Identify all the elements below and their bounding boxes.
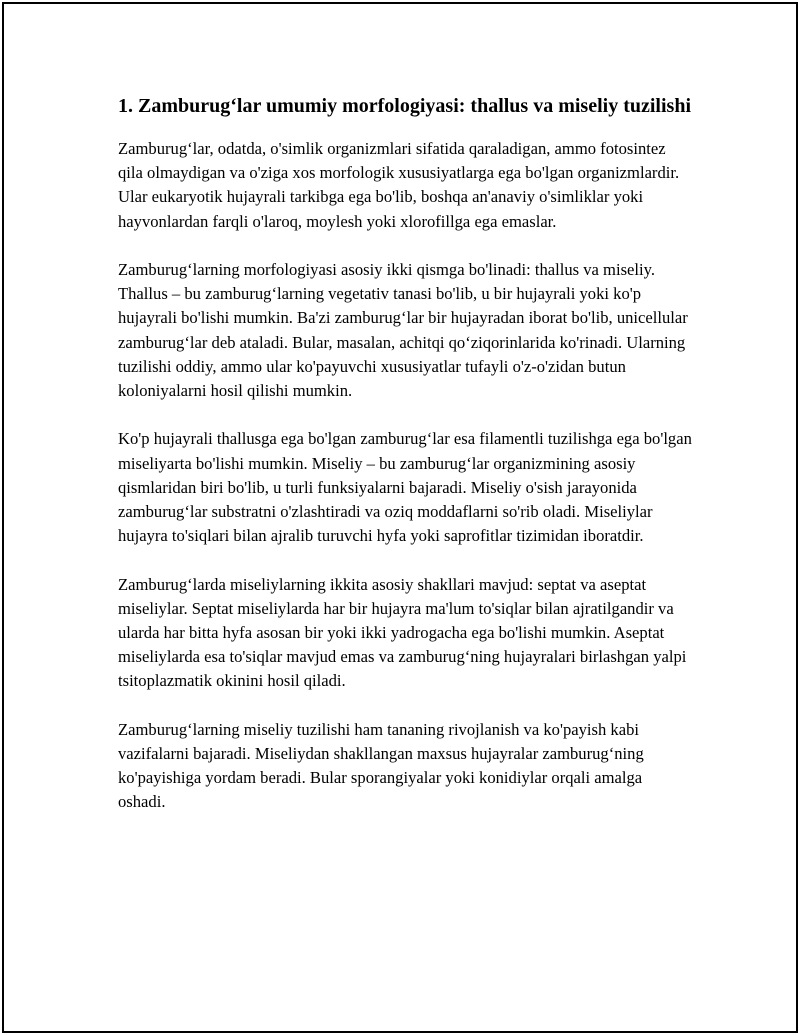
paragraph-thallus: Zamburug‘larning morfologiyasi asosiy ikki qismga bo'linadi: thallus va miseliy. Thallus – bu zamburug‘larning vegetativ tanasi bo'lib, u bir hujayrali yoki ko'p hujayrali bo'lishi mumkin. Ba'zi zamburug‘lar bir hujayradan iborat bo'lib, unicellular zamburug‘lar deb ataladi. Bular, masalan, achitqi qo‘ziqorinlarida ko'rinadi. Ularning tuzilishi oddiy, ammo ular ko'payuvchi xususiyatlar tufayli o'z-o'zidan butun koloniyalarni hosil qilishi mumkin. [118,260,688,401]
paragraph-miseliy-types: Zamburug‘larda miseliylarning ikkita asosiy shakllari mavjud: septat va aseptat miseliylar. Septat miseliylarda har bir hujayra ma'lum to'siqlar bilan ajratilgandir va ularda har bitta hyfa asosan bir yoki ikki yadrogacha ega bo'lishi mumkin. Aseptat miseliylarda esa to'siqlar mavjud emas va zamburug‘ning hujayralari birlashgan yalpi tsitoplazmatik okinini hosil qiladi. [118,574,687,691]
paragraph-multicellular-thallus: Ko'p hujayrali thallusga ega bo'lgan zamburug‘lar esa filamentli tuzilishga ega bo'lgan miseliyarta bo'lishi mumkin. Miseliy – bu zamburug‘lar organizmining asosiy qismlaridan biri bo'lib, u turli funksiyalarni bajaradi. Miseliy o'sish jarayonida zamburug‘lar substratni o'zlashtiradi va oziq moddaflarni so'rib oladi. Miseliylar hujayra to'siqlari bilan ajralib turuvchi hyfa yoki saprofitlar tizimidan iboratdir. [118,429,692,546]
paragraph-intro: Zamburug‘lar, odatda, o'simlik organizmlari sifatida qaraladigan, ammo fotosintez qila olmaydigan va o'ziga xos morfologik xususiyatlarga ega bo'lgan organizmlardir. Ular eukaryotik hujayrali tarkibga ega bo'lib, boshqa an'anaviy o'simliklar yoki hayvonlardan farqli o'laroq, moylesh yoki xlorofillga ega emaslar. [118,139,680,231]
paragraph-miseliy-function: Zamburug‘larning miseliy tuzilishi ham tananing rivojlanish va ko'payish kabi vazifalarni bajaradi. Miseliydan shakllangan maxsus hujayralar zamburug‘ning ko'payishiga yordam beradi. Bular sporangiyalar yoki konidiylar orqali amalga oshadi. [118,719,644,812]
document-body [118,93,693,839]
section-title: 1. Zamburug‘lar umumiy morfologiyasi: thallus va miseliy tuzilishi [118,95,691,117]
